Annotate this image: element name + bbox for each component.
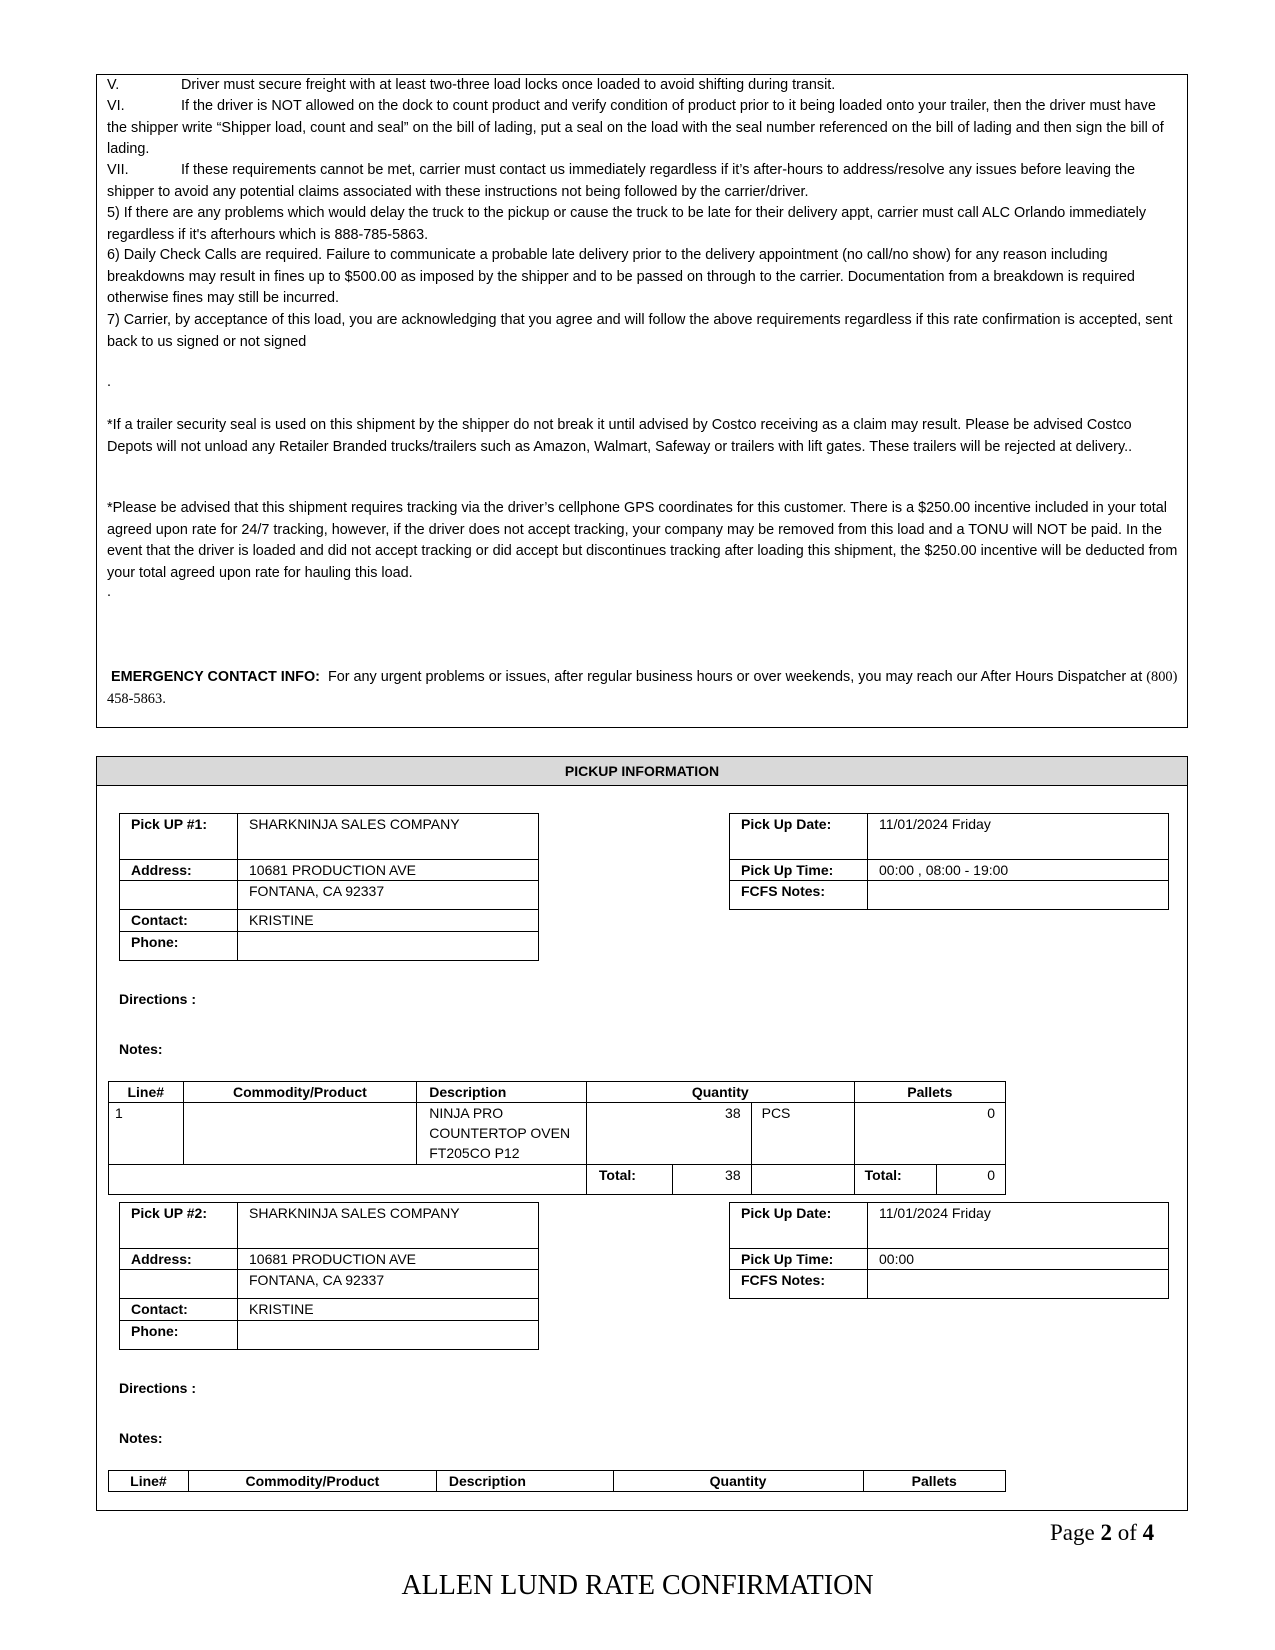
terms-box — [96, 74, 1188, 728]
pickup-1-phone — [238, 932, 539, 961]
item-quantity: 38 — [586, 1103, 751, 1165]
pickup-2-address-table — [119, 1202, 539, 1350]
pickup-1-date-label: Pick Up Date: — [730, 814, 868, 860]
col-line: Line# — [109, 1471, 189, 1492]
pickup-2-notes-label: Notes: — [119, 1430, 163, 1446]
pickup-2-company: SHARKNINJA SALES COMPANY — [238, 1203, 539, 1249]
pickup-1-time-label: Pick Up Time: — [730, 860, 868, 881]
pickup-2-directions-label: Directions : — [119, 1380, 197, 1396]
col-quantity: Quantity — [586, 1082, 854, 1103]
pickup-2-label: Pick UP #2: — [120, 1203, 238, 1249]
pickup-2-contact: KRISTINE — [238, 1299, 539, 1321]
item-description: NINJA PRO COUNTERTOP OVEN FT205CO P12 — [417, 1103, 587, 1165]
pickup-2-phone-label: Phone: — [120, 1321, 238, 1350]
term-vi: VI. If the driver is NOT allowed on the dock to count product and verify condition of product prior to it being loaded onto your trailer, then the driver must have the shipper write “Shipper load, count and seal” on the bill of lading, put a seal on the load with the seal number referenced on the bill of lading and then sign the bill of lading. — [107, 98, 1164, 158]
pickup-2-time-label: Pick Up Time: — [730, 1249, 868, 1270]
item-commodity — [183, 1103, 417, 1165]
pickup-information-box — [96, 756, 1188, 1511]
table-row — [109, 1103, 1006, 1165]
term-dot-1: . — [107, 374, 111, 390]
term-6: 6) Daily Check Calls are required. Failure to communicate a probable late delivery prior to the delivery appointment (no call/no show) for any reason including breakdowns may result in fines up to $500.00 as imposed by the shipper and to be passed on through to the carrier. Documentation from a breakdown is required otherwise fines may still be incurred. — [107, 247, 1135, 307]
col-description: Description — [417, 1082, 587, 1103]
pickup-1-label: Pick UP #1: — [120, 814, 238, 860]
pickup-2-address-label: Address: — [120, 1249, 238, 1270]
emergency-contact: EMERGENCY CONTACT INFO: For any urgent problems or issues, after regular business hours or over weekends, you may reach our After Hours Dispatcher at (800) 458-5863. — [107, 669, 1178, 707]
col-line: Line# — [109, 1082, 184, 1103]
pickup-1-address-line-2: FONTANA, CA 92337 — [238, 881, 539, 910]
term-7: 7) Carrier, by acceptance of this load, you are acknowledging that you agree and will follow the above requirements regardless if this rate confirmation is accepted, sent back to us signed or not signed — [107, 312, 1173, 350]
pickup-1-fcfs — [868, 881, 1169, 910]
page-number: Page 2 of 4 — [1050, 1520, 1155, 1545]
col-quantity: Quantity — [613, 1471, 863, 1492]
emergency-label: EMERGENCY CONTACT INFO: — [111, 669, 320, 685]
total-pallets: 0 — [936, 1165, 1005, 1195]
pickup-1-contact-label: Contact: — [120, 910, 238, 932]
pickup-2-items-table — [108, 1470, 1006, 1492]
pickup-2-address-line-1: 10681 PRODUCTION AVE — [238, 1249, 539, 1270]
totals-row — [109, 1165, 1006, 1195]
col-pallets: Pallets — [863, 1471, 1006, 1492]
item-line: 1 — [109, 1103, 184, 1165]
pickup-2-address-line-2: FONTANA, CA 92337 — [238, 1270, 539, 1299]
pickup-1-directions-label: Directions : — [119, 991, 197, 1007]
term-vii: VII. If these requirements cannot be met, carrier must contact us immediately regardless if it’s after-hours to address/resolve any issues before leaving the shipper to avoid any potential claims associated with these instructions not being followed by the carrier/driver. — [107, 162, 1135, 200]
pickup-1-address-label: Address: — [120, 860, 238, 881]
pickup-1-items-table — [108, 1081, 1006, 1195]
col-description: Description — [436, 1471, 613, 1492]
pickup-1-contact: KRISTINE — [238, 910, 539, 932]
pickup-1-notes-label: Notes: — [119, 1041, 163, 1057]
pickup-1-date: 11/01/2024 Friday — [868, 814, 1169, 860]
pickup-2-contact-label: Contact: — [120, 1299, 238, 1321]
emergency-text: For any urgent problems or issues, after regular business hours or over weekends, you may reach our After Hours Dispatcher at — [327, 669, 1143, 685]
pickup-2-time: 00:00 — [868, 1249, 1169, 1270]
pickup-1-time: 00:00 , 08:00 - 19:00 — [868, 860, 1169, 881]
pickup-2-fcfs — [868, 1270, 1169, 1299]
document-title: ALLEN LUND RATE CONFIRMATION — [401, 1570, 874, 1601]
term-v: V. Driver must secure freight with at least two-three load locks once loaded to avoid shifting during transit. — [107, 77, 836, 93]
term-dot-2: . — [107, 584, 111, 600]
tracking-note: *Please be advised that this shipment requires tracking via the driver’s cellphone GPS coordinates for this customer. There is a $250.00 incentive included in your total agreed upon rate for 24/7 tracking, however, if the driver does not accept tracking, your company may be removed from this load and a TONU will NOT be paid. In the event that the driver is loaded and did not accept tracking or did accept but discontinues tracking after loading this shipment, the $250.00 incentive will be deducted from your total agreed upon rate for hauling this load. — [107, 500, 1178, 581]
pickup-1-phone-label: Phone: — [120, 932, 238, 961]
pickup-2-fcfs-label: FCFS Notes: — [730, 1270, 868, 1299]
total-qty: 38 — [672, 1165, 751, 1195]
total-pallets-label: Total: — [854, 1165, 936, 1195]
term-5: 5) If there are any problems which would delay the truck to the pickup or cause the truck to be late for their delivery appt, carrier must call ALC Orlando immediately regardless if it's afterhours which is 888-785-5863. — [107, 205, 1147, 243]
item-pallets: 0 — [854, 1103, 1005, 1165]
pickup-2-date-label: Pick Up Date: — [730, 1203, 868, 1249]
col-commodity: Commodity/Product — [188, 1471, 436, 1492]
pickup-1-fcfs-label: FCFS Notes: — [730, 881, 868, 910]
pickup-1-company: SHARKNINJA SALES COMPANY — [238, 814, 539, 860]
item-unit: PCS — [751, 1103, 854, 1165]
pickup-1-date-table — [729, 813, 1169, 910]
col-pallets: Pallets — [854, 1082, 1005, 1103]
pickup-2-date: 11/01/2024 Friday — [868, 1203, 1169, 1249]
pickup-2-date-table — [729, 1202, 1169, 1299]
pickup-1-address-line-1: 10681 PRODUCTION AVE — [238, 860, 539, 881]
pickup-2-phone — [238, 1321, 539, 1350]
total-qty-label: Total: — [586, 1165, 672, 1195]
pickup-1-address-table — [119, 813, 539, 961]
seal-note: *If a trailer security seal is used on this shipment by the shipper do not break it until advised by Costco receiving as a claim may result. Please be advised Costco Depots will not unload any Retailer Branded trucks/trailers such as Amazon, Walmart, Safeway or trailers with lift gates. These trailers will be rejected at delivery.. — [107, 417, 1133, 455]
col-commodity: Commodity/Product — [183, 1082, 417, 1103]
pickup-information-header: PICKUP INFORMATION — [97, 757, 1187, 786]
emergency-phone: (800) 458-5863 — [107, 669, 1178, 707]
